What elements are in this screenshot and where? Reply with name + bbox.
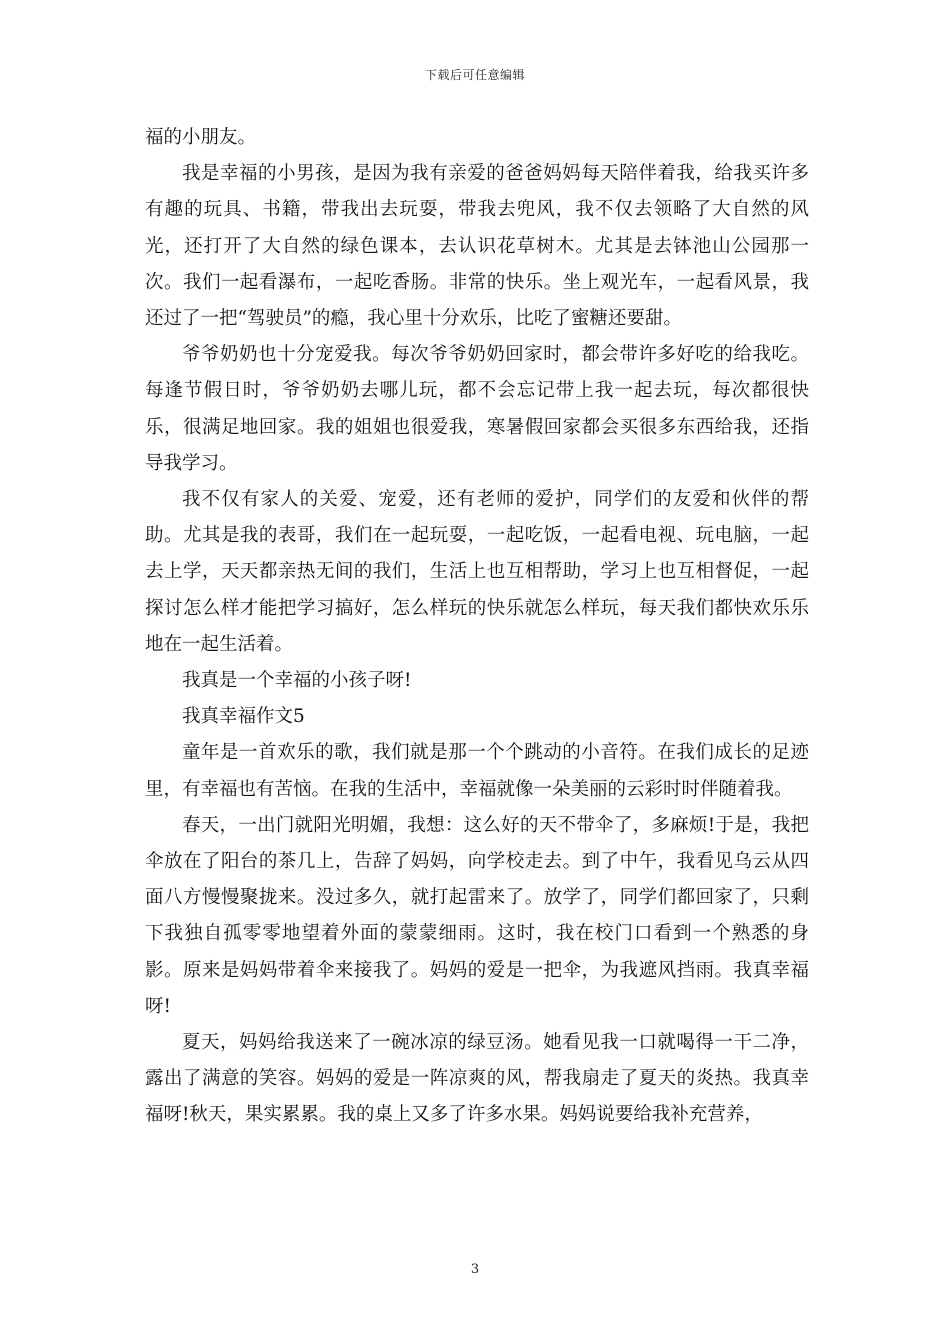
page-number: 3 <box>470 1262 480 1277</box>
paragraph: 我不仅有家人的关爱、宠爱，还有老师的爱护，同学们的友爱和伙伴的帮助。尤其是我的表哥，我们在一起玩耍，一起吃饭，一起看电视、玩电脑，一起去上学，天天都亲热无间的我们，生活上也互相帮助，学习上也互相督促，一起探讨怎么样才能把学习搞好，怎么样玩的快乐就怎么样玩，每天我们都快欢乐乐地在一起生活着。 <box>145 489 809 655</box>
paragraph: 我是幸福的小男孩，是因为我有亲爱的爸爸妈妈每天陪伴着我，给我买许多有趣的玩具、书籍，带我出去玩耍，带我去兜风，我不仅去领略了大自然的风光，还打开了大自然的绿色课本，去认识花草树木。尤其是去钵池山公园那一次。我们一起看瀑布，一起吃香肠。非常的快乐。坐上观光车，一起看风景，我还过了一把“驾驶员”的瘾，我心里十分欢乐，比吃了蜜糖还要甜。 <box>145 163 809 330</box>
document-body <box>145 120 809 1134</box>
paragraph: 童年是一首欢乐的歌，我们就是那一个个跳动的小音符。在我们成长的足迹里，有幸福也有苦恼。在我的生活中，幸福就像一朵美丽的云彩时时伴随着我。 <box>145 742 809 800</box>
paragraph: 春天，一出门就阳光明媚，我想：这么好的天不带伞了，多麻烦!于是，我把伞放在了阳台的茶几上，告辞了妈妈，向学校走去。到了中午，我看见乌云从四面八方慢慢聚拢来。没过多久，就打起雷来了。放学了，同学们都回家了，只剩下我独自孤零零地望着外面的蒙蒙细雨。这时，我在校门口看到一个熟悉的身影。原来是妈妈带着伞来接我了。妈妈的爱是一把伞，为我遮风挡雨。我真幸福呀! <box>145 814 809 1017</box>
paragraph: 我真是一个幸福的小孩子呀! <box>182 670 412 692</box>
section-heading: 我真幸福作文5 <box>182 706 305 728</box>
paragraph-continuation: 福的小朋友。 <box>145 127 257 148</box>
paragraph: 夏天，妈妈给我送来了一碗冰凉的绿豆汤。她看见我一口就喝得一干二净，露出了满意的笑容。妈妈的爱是一阵凉爽的风，帮我扇走了夏天的炎热。我真幸福呀!秋天，果实累累。我的桌上又多了许多水果。妈妈说要给我补充营养， <box>145 1032 809 1126</box>
paragraph: 爷爷奶奶也十分宠爱我。每次爷爷奶奶回家时，都会带许多好吃的给我吃。每逢节假日时，爷爷奶奶去哪儿玩，都不会忘记带上我一起去玩，每次都很快乐，很满足地回家。我的姐姐也很爱我，寒暑假回家都会买很多东西给我，还指导我学习。 <box>145 344 809 474</box>
page-header: 下载后可任意编辑 <box>424 68 525 82</box>
